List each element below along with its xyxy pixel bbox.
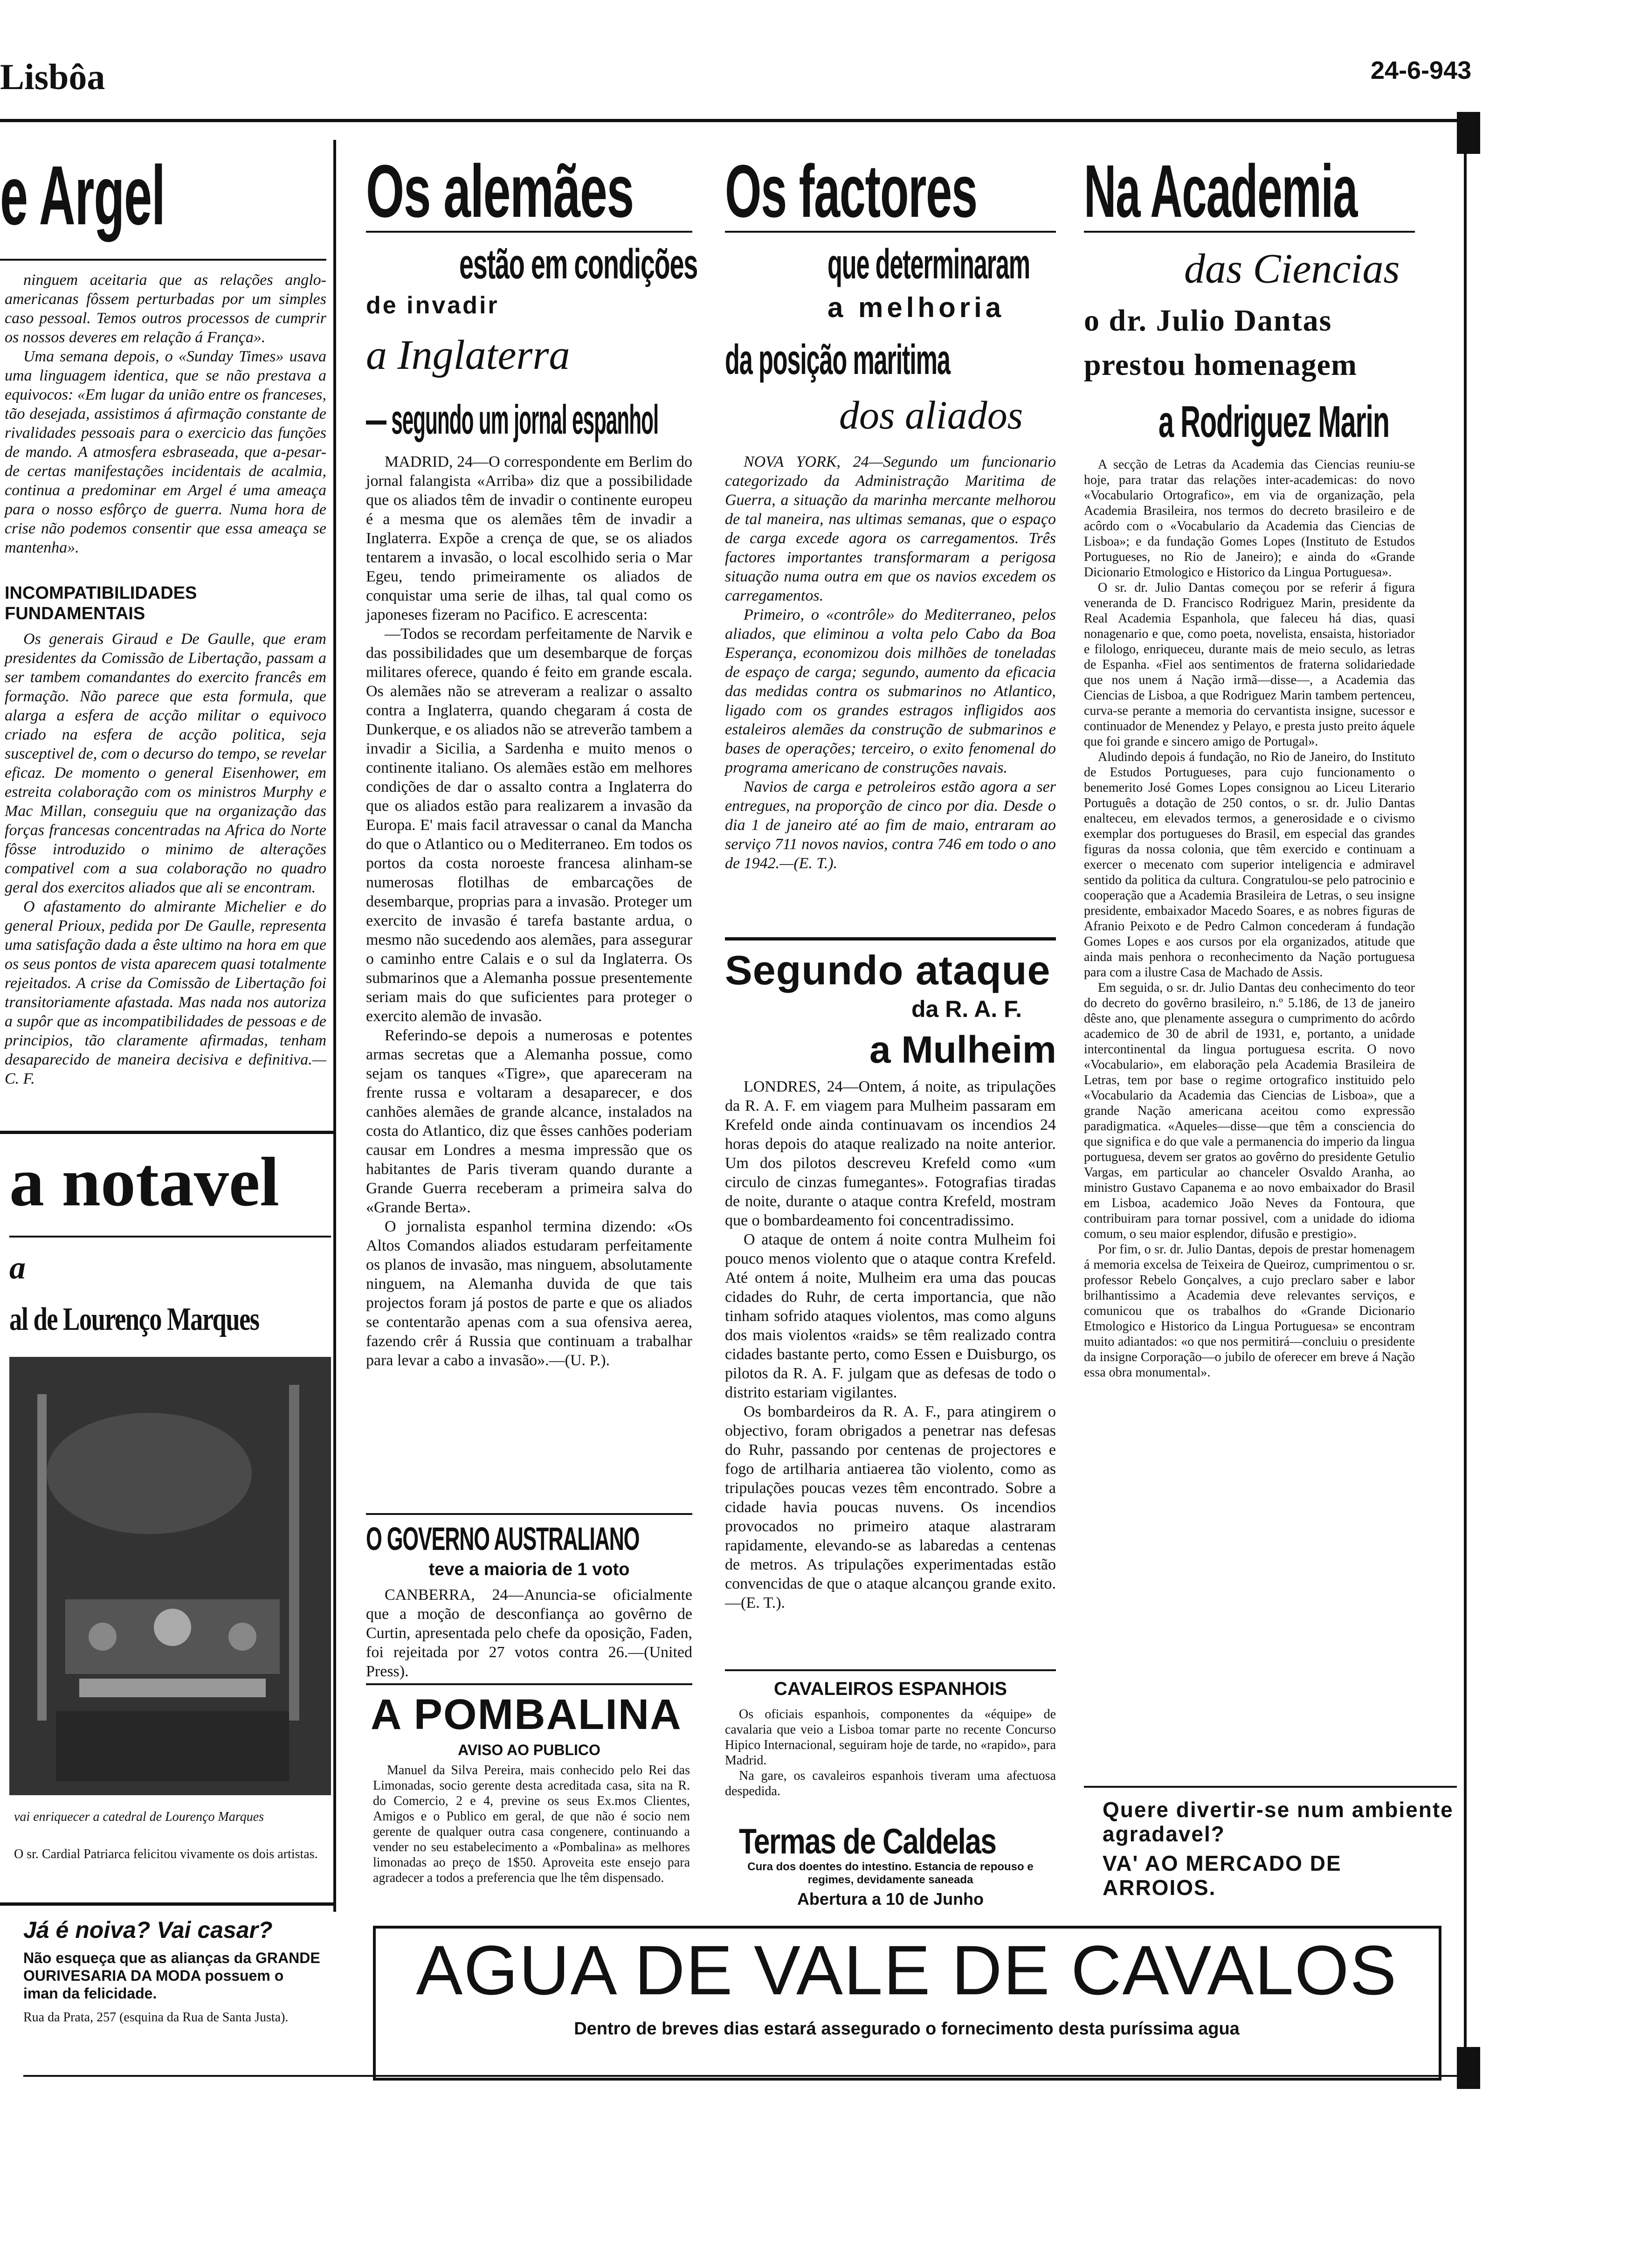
raf-sub2: a Mulheim [869, 1029, 1056, 1071]
photo-caption: vai enriquecer a catedral de Lourenço Marques [14, 1810, 264, 1824]
col4-paragraph: Aludindo depois á fundação, no Rio de Janeiro, do Instituto de Estudos Portugueses, para cujo funcionamento o benemerito José Gomes Lopes consignou ao Liceu Literario Português a dotação de 250 contos, o sr. dr. Julio Dantas enalteceu, em elevados termos, a generosidade e o civismo exemplar dos portugueses do Brasil, em especial das grandes figuras da nossa colonia, que têm exercido e continuam a exercer o mecenato com superior inteligencia e admiravel sentido da politica da cultura. Congratulou-se pelo patrocinio e cooperação que a Academia Brasileira de Letras, o seu insigne presidente, embaixador Macedo Soares, e as nobres figuras de Afranio Peixoto e de Pedro Calmon concederam á fundação Gomes Lopes e aos cursos por ela organizados, atitude que ainda mais penhora o reconhecimento da Nação portuguesa para com a ilustre Casa de Machado de Assis. [1084, 750, 1415, 980]
pombalina-sub: AVISO AO PUBLICO [458, 1742, 600, 1758]
col2-paragraph: O jornalista espanhol termina dizendo: «Os Altos Comandos aliados estudaram perfeitamente os planos de invasão, mas ninguem, absolutamente ninguem, na Alemanha duvida de que tais projectos foram já postos de parte e que os aliados se contentarão apenas com a sua ofensiva aerea, fazendo crêr á Russia que continuam a trabalhar para levar a cabo a invasão».—(U. P.). [366, 1218, 692, 1369]
raf-paragraph: LONDRES, 24—Ontem, á noite, as tripulações da R. A. F. em viagem para Mulheim passaram em Krefeld onde ainda continuavam os incendios 24 horas depois do ataque realizado na noite anterior. Um dos pilotos descreveu Krefeld como «um circulo de cinzas fumegantes». Fotografias tiradas de noite, durante o ataque contra Krefeld, mostram que o bombardeamento foi concentradissimo. [725, 1078, 1056, 1229]
col2-title-rule [366, 231, 692, 233]
col3-raf-rule [725, 937, 1056, 940]
noiva-ad-title: Já é noiva? Vai casar? [23, 1917, 273, 1943]
col4-sub2: o dr. Julio Dantas [1084, 304, 1332, 338]
col4-sub3: prestou homenagem [1084, 348, 1357, 382]
col1-article-2 [5, 629, 326, 1088]
col1-title: e Argel [0, 149, 165, 242]
col2-paragraph: MADRID, 24—O correspondente em Berlim do jornal falangista «Arriba» diz que a possibilidade que os aliados têm de invadir o continente europeu é a mesma que os alemães têm de invadir a Inglaterra. Expõe a crença de que, se os aliados tentarem a invasão, o local escolhido seria o Mar Egeu, tendo primeiramente os aliados de conquistar uma serie de ilhas, tal qual como os japoneses fizeram no Pacifico. E acrescenta: [366, 453, 692, 623]
col1-paragraph: O afastamento do almirante Michelier e do general Prioux, pedida por De Gaulle, representa uma satisfação dada a êste ultimo na hora em que os seus pontos de vista aparecem quasi totalmente rejeitados. A crise da Comissão de Libertação foi transitoriamente afastada. Mas nada nos autoriza a supôr que as incompatibilidades de pessoas e de principios, tão claramente afirmadas, tenham desaparecido de maneira decisiva e definitiva.—C. F. [5, 898, 326, 1087]
raf-title: Segundo ataque [725, 947, 1051, 993]
gov-sub [366, 1560, 692, 1580]
col2-paragraph: Referindo-se depois a numerosas e potentes armas secretas que a Alemanha possue, como sejam os tanques «Tigre», que apareceram na frente russa e voltaram a desaparecer, e dos canhões alemães de grande alcance, instalados na costa do Atlantico, diz que êsses canhões poderiam causar em Londres a mesma impressão que os habitantes de Paris tiveram quando durante a Grande Guerra receberam a primeira salva do «Grande Berta». [366, 1027, 692, 1216]
col3-article [725, 452, 1056, 873]
gov-paragraph: CANBERRA, 24—Anuncia-se oficialmente que a moção de desconfiança ao govêrno de Curtin, apresentada pelo chefe da oposição, Faden, foi rejeitada por 27 votos contra 26.—(United Press). [366, 1586, 692, 1680]
cathedral-photo-art [9, 1357, 331, 1795]
col1-section-rule [0, 1131, 333, 1134]
col1-paragraph: Uma semana depois, o «Sunday Times» usava uma linguagem identica, que se não prestava a equivocos: «Em lugar da união entre os franceses, tão desejada, assistimos á afirmação constante de rivalidades pessoais para o exercicio das funções de mando. A atmosfera esbraseada, que a-pesar-de certas manifestações incidentais de acalmia, continua a predominar em Argel é uma ameaça para o nosso esfôrço de guerra. Numa hora de crise não podemos consentir que essa ameaça se mantenha». [5, 348, 326, 556]
pombalina-title: A POMBALINA [371, 1691, 682, 1738]
col4-ad-rule [1084, 1786, 1457, 1788]
termas-body: Cura dos doentes do intestino. Estancia de repouso e regimes, devidamente saneada [747, 1860, 1034, 1886]
col3-paragraph: Navios de carga e petroleiros estão agora a ser entregues, na proporção de cinco por dia. Desde o dia 1 de janeiro até ao fim de maio, entraram ao serviço 711 novos navios, contra 746 em todo o ano de 1942.—(E. T.). [725, 778, 1056, 872]
termas-title: Termas de Caldelas [739, 1822, 996, 1861]
col4-paragraph: A secção de Letras da Academia das Ciencias reuniu-se hoje, para tratar das relações inter-academicas: do novo «Vocabulario Ortografico», em via de organização, pela Academia Brasileira, nos termos do decreto brasileiro e de acôrdo com o «Vocabulario da Academia das Ciencias de Lisboa»; e da fundação Gomes Lopes (Instituto de Estudos Portugueses, no Rio de Janeiro); e ainda do «Grande Dicionario Etmologico e Historico da Lingua Portuguesa». [1084, 457, 1415, 580]
col2-sub4: — segundo um jornal espanhol [366, 396, 659, 443]
col4-paragraph: O sr. dr. Julio Dantas começou por se referir á figura veneranda de D. Francisco Rodriguez Marin, presidente da Real Academia Espanhola, que faleceu há dias, quasi nonagenario e que, como poeta, novelista, ensaista, historiador e filologo, enriqueceu, durante mais de meio seculo, as letras de Espanha. «Fiel aos sentimentos de fraterna solidariedade que nos unem á Nação irmã—disse—, a Academia das Ciencias de Lisboa, a que Rodriguez Marin tambem pertenceu, curva-se perante a memoria do cervantista insigne, sucessor e continuador de Menendez y Pelayo, e presta justo preito áquele que foi grande e sincero amigo de Portugal». [1084, 581, 1415, 749]
col4-title: Na Academia [1084, 149, 1358, 233]
pombalina-paragraph: Manuel da Silva Pereira, mais conhecido pelo Rei das Limonadas, socio gerente desta acreditada casa, sita na R. do Comercio, 2 e 4, previne os seus Ex.mos Clientes, Amigos e o Publico em geral, de que não é socio nem gerente de qualquer outra casa congenere, continuando a vender no seu estabelecimento a «Pombalina» as melhores limonadas ao preço de 1$50. Aproveita este ensejo para agradecer a todos a preferencia que lhe têm dispensado. [373, 1763, 690, 1885]
newspaper-date: 24-6-943 [1371, 56, 1472, 84]
raf-article [725, 1077, 1056, 1612]
bottom-rule [23, 2075, 1469, 2077]
col2-sub1: estão em condições [459, 241, 698, 288]
bottom-right-mark [1457, 2047, 1480, 2089]
column-separator [1464, 140, 1467, 2052]
cavaleiros-title: CAVALEIROS ESPANHOIS [773, 1679, 1007, 1699]
col3-paragraph: Primeiro, o «contrôle» do Mediterraneo, pelos aliados, que eliminou a volta pelo Cabo da Boa Esperança, economizou dois milhões de toneladas de espaço de carga; segundo, aumento da eficacia das medidas contra os submarinos no Atlantico, ligado com os grandes estragos infligidos aos estaleiros alemães da construção de submarinos e bases de operações; terceiro, o exito fenomenal do programa americano de construções navais. [725, 606, 1056, 776]
notavel-rule [9, 1236, 331, 1238]
col3-cav-rule [725, 1669, 1056, 1671]
col3-sub2: a melhoria [827, 292, 1005, 323]
raf-sub1: da R. A. F. [911, 996, 1022, 1022]
col4-paragraph: Em seguida, o sr. dr. Julio Dantas deu conhecimento do teor do decreto do govêrno brasileiro, n.º 5.186, de 13 de janeiro dêste ano, que plenamente assegura o cumprimento do acôrdo academico de 30 de abril de 1931, e, portanto, a unidade intercontinental da lingua portuguesa escrita. O novo «Vocabulario», em elaboração pela Academia Brasileira de Letras, tem por base o regime ortografico instituido pelo «Vocabulario da Academia das Ciencias de Lisboa», que a grande Nação americana aceitou como expressão paradigmatica. «Aqueles—disse—que têm a consciencia do que significa e do que vale a permanencia do imperio da lingua portuguesa, devem ser gratos ao govêrno do presidente Getulio Vargas, em particular ao chanceler Osvaldo Aranha, ao ministro Gustavo Capanema e ao novo embaixador do Brasil em Lisboa, academico João Neves da Fontoura, que contribuiram para tornar possivel, com a unidade do idioma comum, o seu maior esplendor, difusão e prestigio». [1084, 981, 1415, 1241]
col3-paragraph: NOVA YORK, 24—Segundo um funcionario categorizado da Administração Maritima de Guerra, a situação da marinha mercante melhorou de tal maneira, nas ultimas semanas, que o espaço de carga excede agora os carregamentos. Três factores importantes transformaram a perigosa situação numa outra em que os navios excedem os carregamentos. [725, 453, 1056, 604]
col1-title-rule [0, 259, 326, 261]
agua-ad-sub: Dentro de breves dias estará assegurado o fornecimento desta puríssima agua [574, 2019, 1240, 2039]
arroios-ad-question: Quere divertir-se num ambiente agradavel? [1103, 1798, 1454, 1846]
cavaleiros-paragraph: Na gare, os cavaleiros espanhois tiveram uma afectuosa despedida. [725, 1769, 1056, 1798]
col2-sub2: de invadir [366, 292, 499, 319]
termas-open: Abertura a 10 de Junho [797, 1889, 984, 1908]
gov-body [366, 1585, 692, 1681]
col2-sub3: a Inglaterra [366, 332, 570, 378]
col2-gov-rule [366, 1513, 692, 1515]
agua-ad-title: AGUA DE VALE DE CAVALOS [416, 1931, 1398, 2009]
col1-paragraph: Os generais Giraud e De Gaulle, que eram presidentes da Comissão de Libertação, passam a ser tambem comandantes do exercito francês em formação. Não parece que esta formula, que alarga a esfera de acção militar o equivoco criado na esfera de acção politica, seja susceptivel de, com o decurso do tempo, se revelar eficaz. De momento o general Eisenhower, em estreita colaboração com os ministros Murphy e Mac Millan, conseguiu que na organização das forças francesas concentradas na Africa do Norte fôsse introduzido o minimo de alterações compativel com a sua colaboração no quadro geral dos exercitos aliados que ali se encontram. [5, 630, 326, 896]
col1-article [5, 270, 326, 557]
pombalina-body [373, 1763, 690, 1886]
col3-sub3: da posição maritima [725, 337, 950, 383]
col1-subhead: INCOMPATIBILIDADES FUNDAMENTAIS [5, 583, 197, 623]
col3-title-rule [725, 231, 1056, 233]
top-right-mark [1457, 112, 1480, 154]
cathedral-photo [9, 1357, 331, 1795]
col4-sub4: a Rodriguez Marin [1158, 397, 1389, 447]
col3-title: Os factores [725, 149, 977, 233]
newspaper-city: Lisbôa [0, 56, 105, 97]
col4-title-rule [1084, 231, 1415, 233]
notavel-title: a notavel [9, 1143, 280, 1221]
gov-title: O GOVERNO AUSTRALIANO [366, 1521, 640, 1557]
arroios-ad-answer: VA' AO MERCADO DE ARROIOS. [1103, 1851, 1342, 1900]
photo-caption-2: O sr. Cardial Patriarca felicitou vivamente os dois artistas. [14, 1847, 318, 1861]
cavaleiros-paragraph: Os oficiais espanhois, componentes da «équipe» de cavalaria que veio a Lisboa tomar parte no recente Concurso Hipico Internacional, seguiram hoje de tarde, no «rapido», para Madrid. [725, 1707, 1056, 1768]
raf-paragraph: O ataque de ontem á noite contra Mulheim foi pouco menos violento que o ataque contra Krefeld. Até ontem á noite, Mulheim era uma das poucas cidades do Ruhr, de certa importancia, que não tinham sofrido ataques violentos, mas como alguns dos mais violentos «raids» se têm realizado contra cidades bastante perto, como Essen e Duisburgo, os pilotos da R. A. F. julgam que as defesas de todo o distrito estariam vigilantes. [725, 1231, 1056, 1401]
col3-sub4: dos aliados [839, 393, 1023, 437]
col3-sub1: que determinaram [827, 241, 1030, 288]
col4-paragraph: Por fim, o sr. dr. Julio Dantas, depois de prestar homenagem á memoria excelsa de Teixeira de Queiroz, cumprimentou o sr. professor Rebelo Gonçalves, a cujo preclaro saber e labor brilhantissimo a Academia deve relevantes serviços, e comunicou que os trabalhos do «Grande Dicionario Etmologico e Historico da Lingua Portuguesa» se encontram muito adiantados: «o que nos permitirá—concluiu o presidente da insigne Corporação—o jubilo de oferecer em breve á Nação essa obra monumental». [1084, 1242, 1415, 1380]
col1-ad-rule [0, 1902, 333, 1906]
top-rule [0, 119, 1473, 122]
col4-sub1: das Ciencias [1184, 246, 1400, 292]
col4-article [1084, 457, 1415, 1380]
noiva-ad-address: Rua da Prata, 257 (esquina da Rua de Santa Justa). [23, 2010, 289, 2025]
column-separator [333, 140, 336, 1912]
col2-pomb-rule [366, 1683, 692, 1685]
col2-article [366, 452, 692, 1370]
col1-paragraph: ninguem aceitaria que as relações anglo-americanas fôssem perturbadas por um simples caso pessoal. Temos outros processos de cumprir os nossos deveres em relação á França». [5, 271, 326, 346]
notavel-sub1: a [9, 1250, 26, 1286]
col2-paragraph: —Todos se recordam perfeitamente de Narvik e das possibilidades que um desembarque de forças militares oferece, quando é feito em grande escala. Os alemães não se atreveram a realizar o assalto contra a Inglaterra, quando chegaram á costa de Dunkerque, e os aliados não se atreverão tambem a invadir a Sicilia, a Sardenha e muito menos o continente italiano. Os alemães estão em melhores condições de dar o assalto contra a Inglaterra do que os aliados estão para realizarem a invasão da Europa. E' mais facil atravessar o canal da Mancha do que o Atlantico ou o Mediterraneo. Em todos os portos da costa noroeste francesa alinham-se numerosas flotilhas de embarcações de desembarque, proprias para a invasão. Proteger um exercito de invasão é tarefa bastante ardua, o mesmo não sucedendo aos alemães, para assegurar o caminho entre Calais e o sul da Inglaterra. Os submarinos que a Alemanha possue presentemente seriam mais do que suficientes para proteger o exercito alemão de invasão. [366, 625, 692, 1025]
gov-sub-text: teve a maioria de 1 voto [428, 1560, 630, 1579]
cavaleiros-body [725, 1707, 1056, 1799]
raf-paragraph: Os bombardeiros da R. A. F., para atingirem o objectivo, foram obrigados a penetrar nas defesas do Ruhr, passando por centenas de projectores e fogo de artilharia antiaerea tão violento, como as tripulações poucas vezes têm encontrado. Sobre a cidade havia poucas nuvens. Os incendios provocados no primeiro ataque alastraram rapidamente, elevando-se as labaredas a centenas de metros. As tripulações experimentadas estão convencidas de que o ataque alcançou grande exito.—(E. T.). [725, 1403, 1056, 1611]
notavel-sub2: al de Lourenço Marques [9, 1301, 259, 1337]
col2-title: Os alemães [366, 149, 634, 233]
noiva-ad-body: Não esqueça que as alianças da GRANDE OURIVESARIA DA MODA possuem o iman da felicidade. [23, 1950, 320, 2002]
